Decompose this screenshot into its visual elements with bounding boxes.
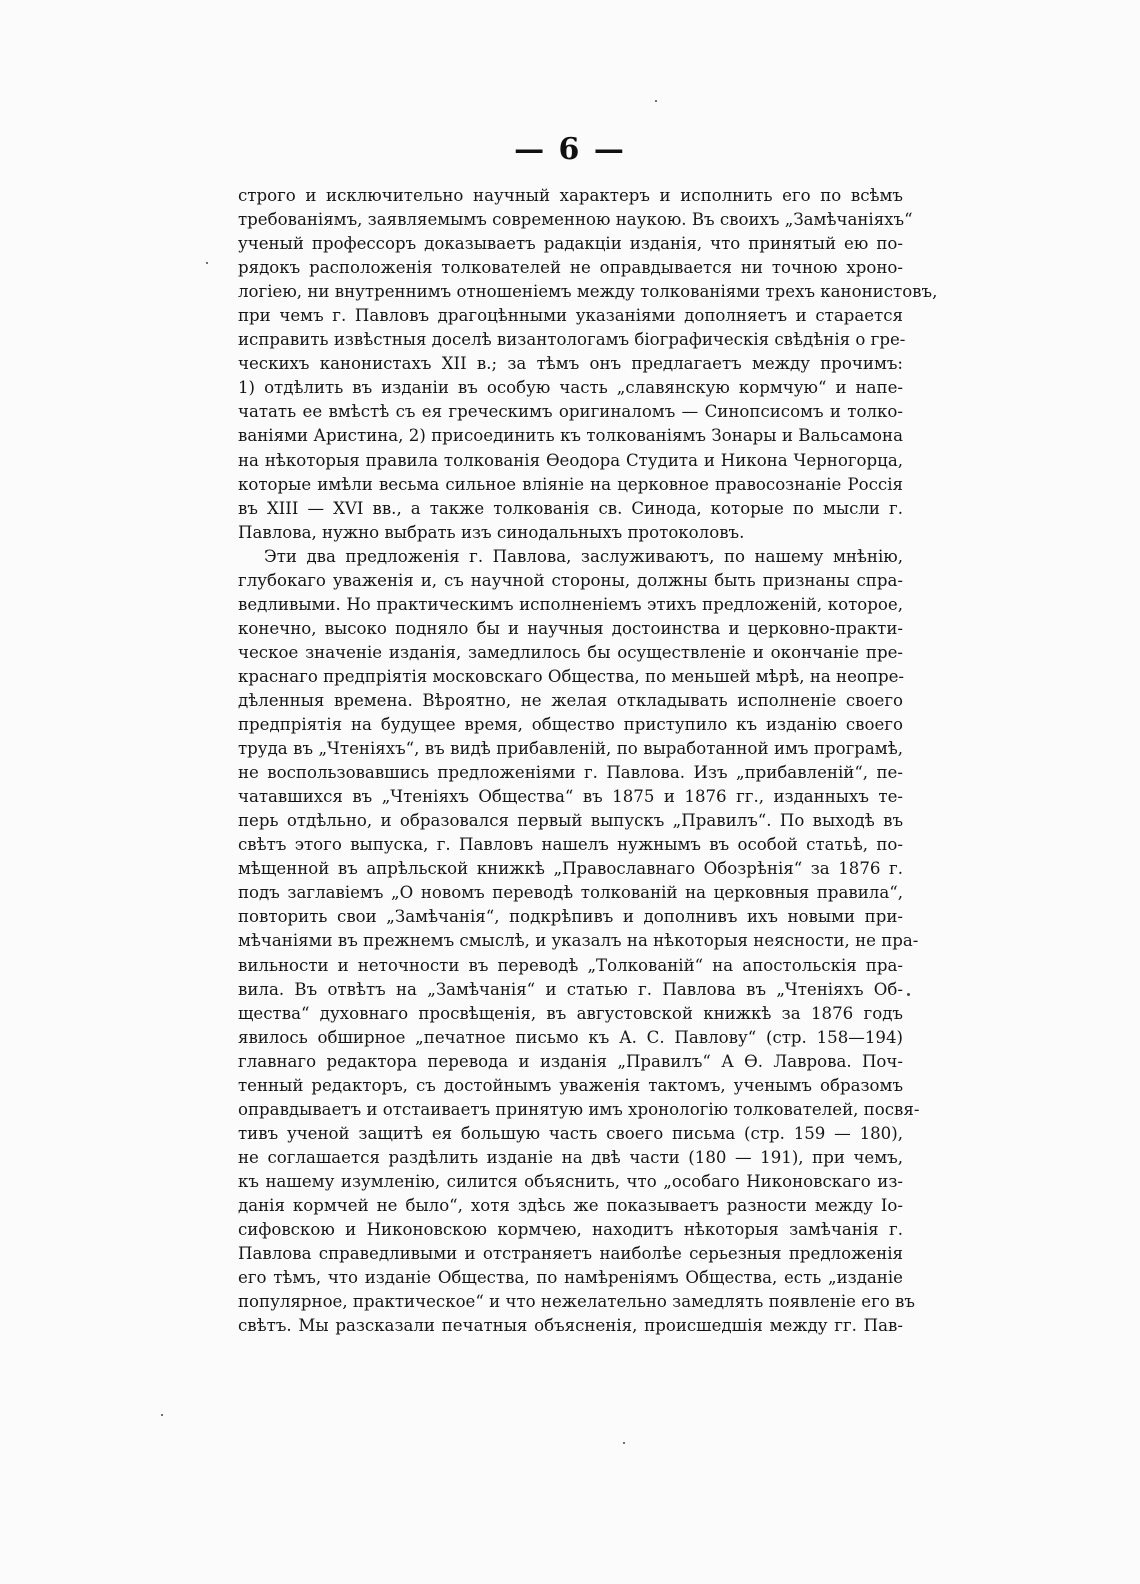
text-line: къ нашему изумленію, силится объяснить, что „особаго Никоновскаго из- [238, 1171, 903, 1191]
text-line: ученый профессоръ доказываетъ радакціи изданія, что принятый ею по- [238, 234, 903, 254]
text-line: вильности и неточности въ переводѣ „Толкованій“ на апостольскія пра- [238, 955, 903, 975]
text-line: подъ заглавіемъ „О новомъ переводѣ толкованій на церковныя правила“, [238, 883, 903, 903]
text-line: явилось обширное „печатное письмо къ А. С. Павлову“ (стр. 158—194) [238, 1027, 903, 1047]
text-line: которые имѣли весьма сильное вліяніе на церковное правосознаніе Россія [238, 474, 903, 494]
text-line: исправить извѣстныя доселѣ византологамъ біографическія свѣдѣнія о гре- [238, 330, 906, 350]
text-line: мѣщенной въ апрѣльской книжкѣ „Православнаго Обозрѣнія“ за 1876 г. [238, 859, 903, 879]
text-line: ваніями Аристина, 2) присоединить къ толкованіямъ Зонары и Вальсамона [238, 426, 903, 446]
text-line: не соглашается раздѣлить изданіе на двѣ части (180 — 191), при чемъ, [238, 1147, 903, 1167]
text-line: Павлова, нужно выбрать изъ синодальныхъ протоколовъ. [238, 522, 745, 542]
text-line: мѣчаніями въ прежнемъ смыслѣ, и указалъ на нѣкоторыя неясности, не пра- [238, 931, 919, 951]
text-line: чатать ее вмѣстѣ съ ея греческимъ оригиналомъ — Синопсисомъ и толко- [238, 402, 903, 422]
text-line: въ XIII — XVI вв., а также толкованія св. Синода, которые по мысли г. [238, 498, 903, 518]
text-line: тенный редакторъ, съ достойнымъ уваженія тактомъ, ученымъ образомъ [238, 1075, 903, 1095]
scan-speck [161, 1414, 163, 1416]
text-line: свѣтъ этого выпуска, г. Павловъ нашелъ нужнымъ въ особой статьѣ, по- [238, 835, 903, 855]
text-line: требованіямъ, заявляемымъ современною наукою. Въ своихъ „Замѣчаніяхъ“ [238, 210, 913, 230]
page-number: — 6 — [514, 132, 626, 167]
text-line: сифовскою и Никоновскою кормчею, находитъ нѣкоторыя замѣчанія г. [238, 1220, 903, 1240]
text-line: дѣленныя времена. Вѣроятно, не желая откладывать исполненіе своего [238, 690, 903, 710]
text-line: ческое значеніе изданія, замедлилось бы осуществленіе и окончаніе пре- [238, 642, 903, 662]
text-line: глубокаго уваженія и, съ научной стороны, должны быть признаны спра- [238, 570, 903, 590]
text-line: предпріятія на будущее время, общество приступило къ изданію своего [238, 715, 903, 735]
text-line: популярное, практическое“ и что нежелательно замедлять появленіе его въ [238, 1292, 915, 1312]
text-line: рядокъ расположенія толкователей не оправдывается ни точною хроно- [238, 258, 903, 278]
text-line: труда въ „Чтеніяхъ“, въ видѣ прибавленій, по выработанной имъ програмѣ, [238, 739, 903, 759]
text-line: его тѣмъ, что изданіе Общества, по намѣреніямъ Общества, есть „изданіе [238, 1268, 903, 1288]
text-line: не воспользовавшись предложеніями г. Павлова. Изъ „прибавленій“, пе- [238, 763, 903, 783]
text-line: щества“ духовнаго просвѣщенія, въ августовской книжкѣ за 1876 годъ [238, 1003, 903, 1023]
text-line: чатавшихся въ „Чтеніяхъ Общества“ въ 1875 и 1876 гг., изданныхъ те- [238, 787, 903, 807]
scan-speck [206, 262, 208, 264]
scan-speck [655, 100, 657, 102]
text-line: на нѣкоторыя правила толкованія Ѳеодора Студита и Никона Черногорца, [238, 450, 903, 470]
text-line: ведливыми. Но практическимъ исполненіемъ этихъ предложеній, которое, [238, 594, 903, 614]
text-line: Эти два предложенія г. Павлова, заслуживаютъ, по нашему мнѣнію, [264, 546, 903, 566]
text-line: свѣтъ. Мы разсказали печатныя объясненія, происшедшія между гг. Пав- [238, 1316, 903, 1336]
text-line: главнаго редактора перевода и изданія „Правилъ“ А Ѳ. Лаврова. Поч- [238, 1051, 903, 1071]
text-line: конечно, высоко подняло бы и научныя достоинства и церковно-практи- [238, 618, 903, 638]
text-line: 1) отдѣлить въ изданіи въ особую часть „славянскую кормчую“ и напе- [238, 378, 903, 398]
text-line: строго и исключительно научный характеръ и исполнить его по всѣмъ [238, 186, 903, 205]
text-line: оправдываетъ и отстаиваетъ принятую имъ хронологію толкователей, посвя- [238, 1099, 920, 1119]
text-line: перь отдѣльно, и образовался первый выпускъ „Правилъ“. По выходѣ въ [238, 811, 903, 831]
text-line: при чемъ г. Павловъ драгоцѣнными указаніями дополняетъ и старается [238, 306, 903, 326]
text-line: вила. Въ отвѣтъ на „Замѣчанія“ и статью г. Павлова въ „Чтеніяхъ Об- [238, 979, 903, 999]
text-line: повторить свои „Замѣчанія“, подкрѣпивъ и дополнивъ ихъ новыми при- [238, 907, 903, 927]
text-line: тивъ ученой защитѣ ея большую часть своего письма (стр. 159 — 180), [238, 1123, 903, 1143]
text-line: краснаго предпріятія московскаго Общества, по меньшей мѣрѣ, на неопре- [238, 666, 905, 686]
text-line: ческихъ канонистахъ XII в.; за тѣмъ онъ предлагаетъ между прочимъ: [238, 354, 903, 374]
text-line: Павлова справедливыми и отстраняетъ наиболѣе серьезныя предложенія [238, 1244, 903, 1264]
text-line: данія кормчей не было“, хотя здѣсь же показываетъ разности между Іо- [238, 1195, 903, 1215]
scan-speck [907, 993, 910, 996]
body-text [238, 184, 938, 1338]
text-line: логіею, ни внутреннимъ отношеніемъ между толкованіями трехъ канонистовъ, [238, 282, 938, 302]
scan-speck [623, 1442, 625, 1444]
